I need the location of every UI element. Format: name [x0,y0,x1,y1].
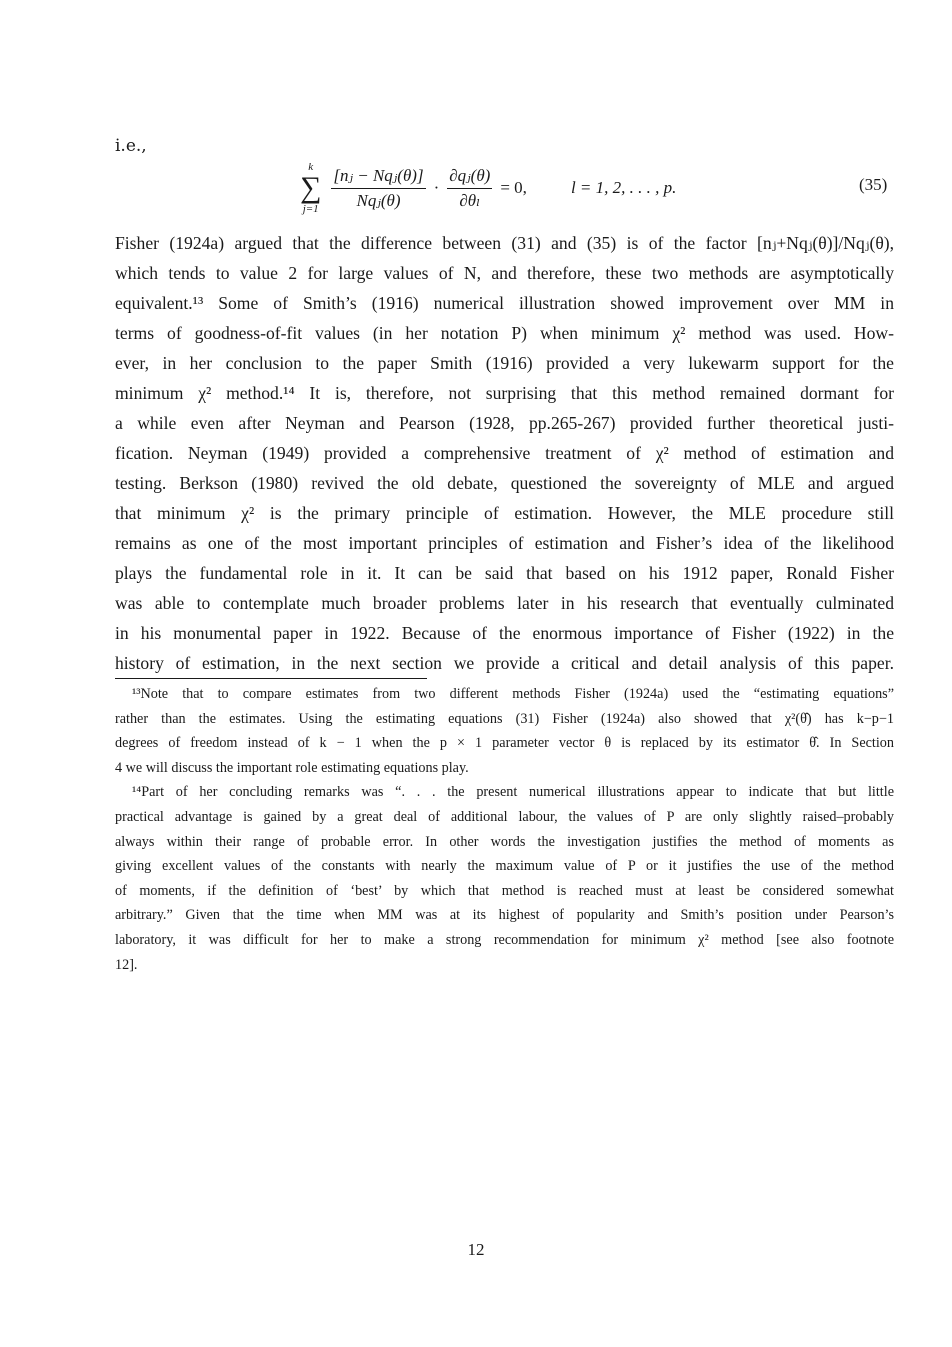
body-line: was able to contemplate much broader problems later in his research that eventually culminated [115,593,894,613]
footnote-14-line: laboratory, it was difficult for her to make a strong recommendation for minimum χ² method [see also footnote [115,931,894,948]
footnote-14-line: giving excellent values of the constants with nearly the maximum value of P or it justifies the use of the method [115,858,894,875]
body-line: fication. Neyman (1949) provided a comprehensive treatment of χ² method of estimation and [115,443,894,463]
footnote-14-line: 12]. [115,956,138,973]
body-line: equivalent.¹³ Some of Smith’s (1916) numerical illustration showed improvement over MM in [115,293,894,313]
footnote-14-line: practical advantage is gained by a great deal of additional labour, the values of P are only slightly raised–probably [115,808,894,825]
body-line: that minimum χ² is the primary principle of estimation. However, the MLE procedure still [115,503,894,523]
equation-number: (35) [859,175,888,194]
footnote-13-line: 4 we will discuss the important role estimating equations play. [115,759,469,776]
equation-35 [300,158,676,218]
footnote-14-line: always within their range of probable error. In other words the investigation justifies the method of moments as [115,833,894,850]
sigma-symbol: ∑ [300,171,322,204]
body-line: terms of goodness-of-fit values (in her notation P) when minimum χ² method was used. How- [115,323,894,343]
equation-range: l = 1, 2, . . . , p. [570,178,677,197]
fraction-derivative-denominator: ∂θₗ [459,190,481,210]
fraction-residual-denominator: Nqⱼ(θ) [356,190,401,210]
fraction-derivative-numerator: ∂qⱼ(θ) [447,166,492,189]
equation-rhs: = 0, [500,178,527,197]
footnote-14-line: ¹⁴Part of her concluding remarks was “. . . the present numerical illustrations appear to indicate that but little [132,784,894,801]
page-number: 12 [467,1240,485,1259]
body-line: remains as one of the most important principles of estimation and Fisher’s idea of the likelihood [115,533,894,553]
body-line: plays the fundamental role in it. It can be said that based on his 1912 paper, Ronald Fisher [115,563,894,583]
footnote-14-line: arbitrary.” Given that the time when MM was at its highest of popularity and Smith’s position under Pearson’s [115,907,894,924]
body-line: testing. Berkson (1980) revived the old debate, questioned the sovereignty of MLE and argued [115,473,894,493]
summation [300,161,321,215]
body-line: minimum χ² method.¹⁴ It is, therefore, not surprising that this method remained dormant for [115,383,894,403]
lead-text: i.e., [115,136,147,156]
sum-lower-limit: j=1 [302,203,319,215]
footnote-rule [115,678,427,679]
body-line: history of estimation, in the next section we provide a critical and detail analysis of this paper. [115,653,894,673]
footnote-13-line: rather than the estimates. Using the estimating equations (31) Fisher (1924a) also showed that χ²(θ̂) has k−p−1 [115,710,894,727]
body-line: which tends to value 2 for large values of N, and therefore, these two methods are asymptotically [115,263,894,283]
footnote-13-line: degrees of freedom instead of k − 1 when the p × 1 parameter vector θ is replaced by its estimator θ̂. In Section [115,735,894,752]
fraction-residual-numerator: [nⱼ − Nqⱼ(θ)] [331,166,425,189]
sum-upper-limit: k [308,161,314,173]
body-line: a while even after Neyman and Pearson (1928, pp.265-267) provided further theoretical justi- [115,413,894,433]
body-line: ever, in her conclusion to the paper Smith (1916) provided a very lukewarm support for the [115,353,894,373]
footnote-13-line: ¹³Note that to compare estimates from two different methods Fisher (1924a) used the “estimating equations” [132,686,894,702]
footnotes [115,682,894,977]
body-line: Fisher (1924a) argued that the difference between (31) and (35) is of the factor [nⱼ+Nqⱼ(θ)]/Nqⱼ(θ), [115,233,894,253]
dot-operator: · [433,178,440,197]
fraction-residual [331,166,425,211]
body-paragraph [115,228,894,678]
footnote-14-line: of moments, if the definition of ‘best’ by which that method is reached must at least be considered somewhat [115,882,894,899]
body-line: in his monumental paper in 1922. Because of the enormous importance of Fisher (1922) in the [115,623,894,643]
fraction-derivative [447,166,492,211]
